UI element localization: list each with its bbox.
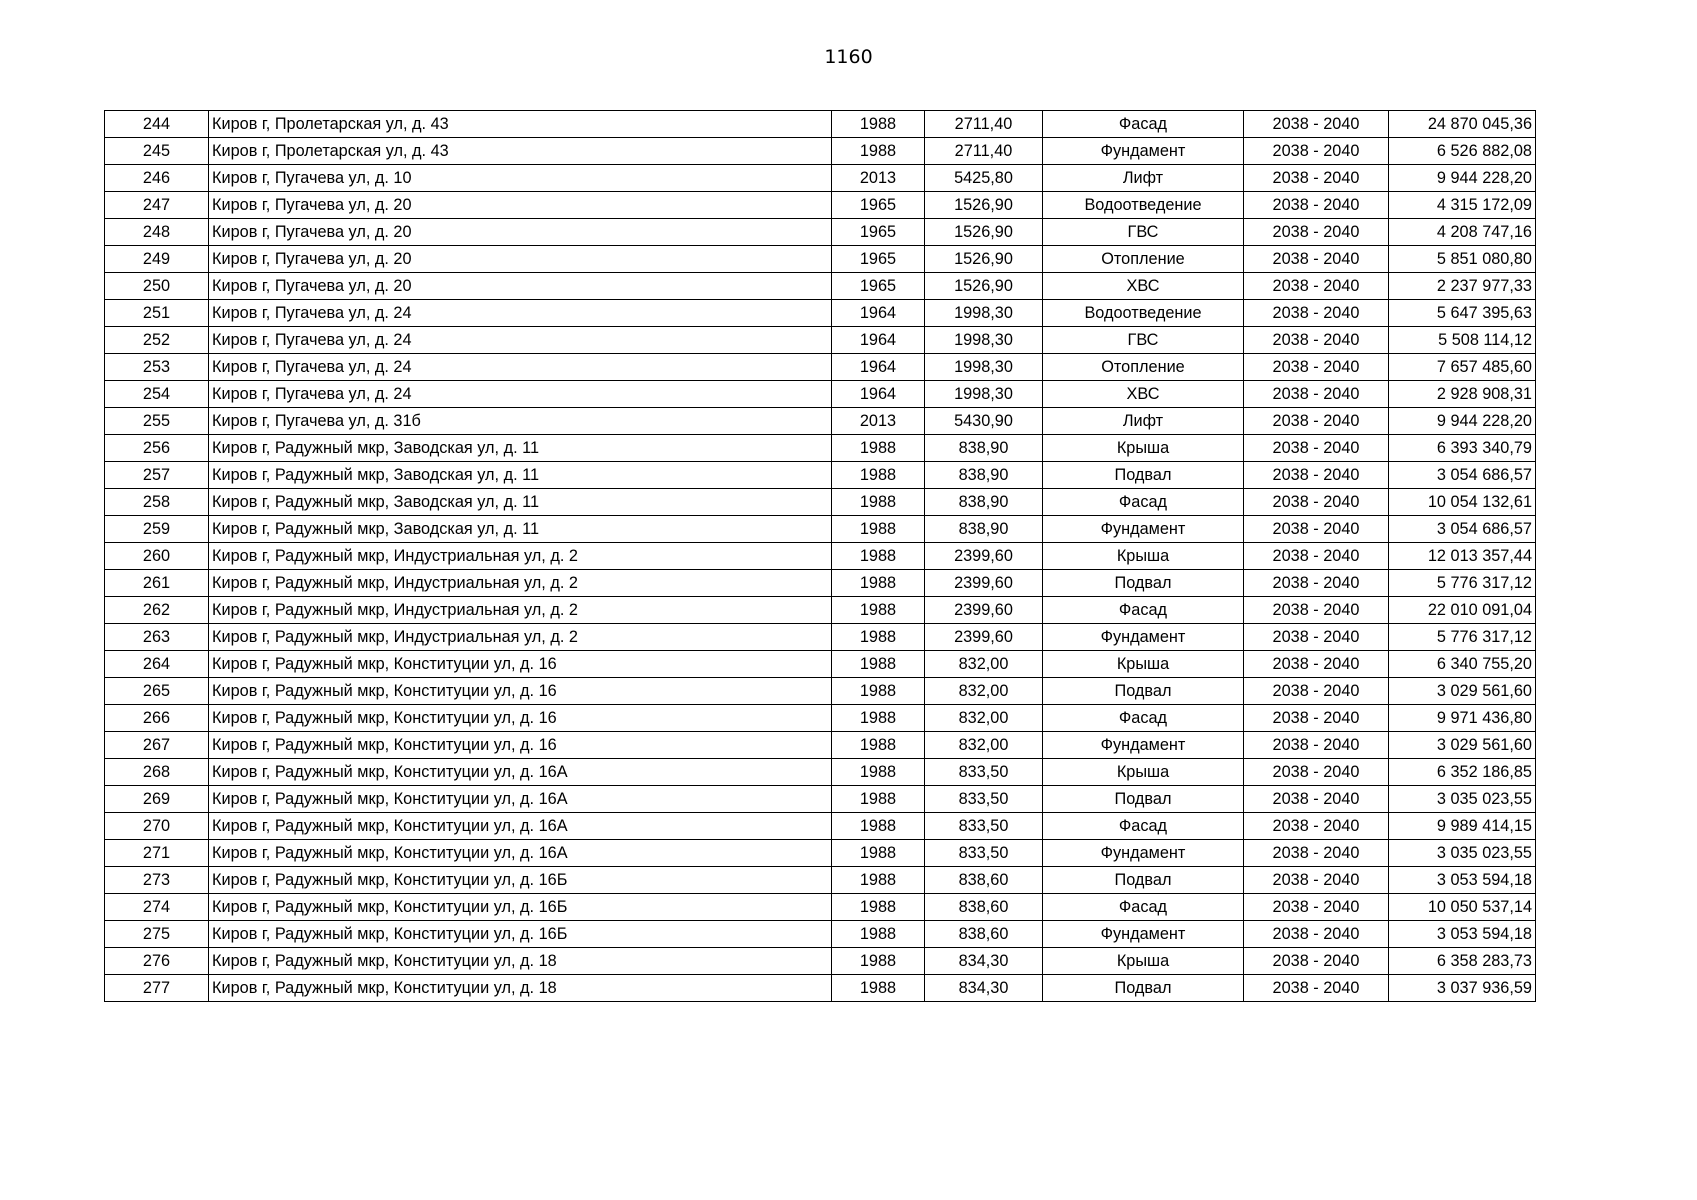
area-cell: 833,50 — [925, 786, 1043, 813]
work-type-cell: ГВС — [1043, 219, 1244, 246]
cost-cell: 9 944 228,20 — [1389, 408, 1536, 435]
area-cell: 832,00 — [925, 651, 1043, 678]
cost-cell: 4 315 172,09 — [1389, 192, 1536, 219]
area-cell: 832,00 — [925, 705, 1043, 732]
area-cell: 838,90 — [925, 435, 1043, 462]
address-cell: Киров г, Радужный мкр, Конституции ул, д. 16Б — [209, 894, 832, 921]
table-row — [105, 300, 1536, 327]
row-number-cell: 275 — [105, 921, 209, 948]
period-cell: 2038 - 2040 — [1244, 165, 1389, 192]
table-row — [105, 219, 1536, 246]
row-number-cell: 268 — [105, 759, 209, 786]
table-row — [105, 111, 1536, 138]
year-cell: 1965 — [832, 192, 925, 219]
area-cell: 5425,80 — [925, 165, 1043, 192]
address-cell: Киров г, Пугачева ул, д. 24 — [209, 327, 832, 354]
table-row — [105, 975, 1536, 1002]
work-type-cell: Подвал — [1043, 786, 1244, 813]
table-row — [105, 327, 1536, 354]
address-cell: Киров г, Пугачева ул, д. 20 — [209, 219, 832, 246]
address-cell: Киров г, Пугачева ул, д. 24 — [209, 300, 832, 327]
work-type-cell: Фасад — [1043, 489, 1244, 516]
row-number-cell: 253 — [105, 354, 209, 381]
table-row — [105, 759, 1536, 786]
area-cell: 2399,60 — [925, 624, 1043, 651]
period-cell: 2038 - 2040 — [1244, 219, 1389, 246]
cost-cell: 5 508 114,12 — [1389, 327, 1536, 354]
year-cell: 1988 — [832, 597, 925, 624]
table-row — [105, 435, 1536, 462]
area-cell: 838,90 — [925, 516, 1043, 543]
address-cell: Киров г, Пугачева ул, д. 20 — [209, 246, 832, 273]
year-cell: 1988 — [832, 921, 925, 948]
year-cell: 2013 — [832, 165, 925, 192]
row-number-cell: 249 — [105, 246, 209, 273]
table-row — [105, 867, 1536, 894]
area-cell: 2711,40 — [925, 138, 1043, 165]
work-type-cell: Фасад — [1043, 813, 1244, 840]
period-cell: 2038 - 2040 — [1244, 786, 1389, 813]
cost-cell: 7 657 485,60 — [1389, 354, 1536, 381]
address-cell: Киров г, Радужный мкр, Конституции ул, д. 16 — [209, 705, 832, 732]
row-number-cell: 276 — [105, 948, 209, 975]
table-row — [105, 246, 1536, 273]
table-row — [105, 570, 1536, 597]
work-type-cell: Фасад — [1043, 111, 1244, 138]
cost-cell: 3 053 594,18 — [1389, 921, 1536, 948]
table-row — [105, 354, 1536, 381]
year-cell: 1965 — [832, 219, 925, 246]
table-row — [105, 813, 1536, 840]
row-number-cell: 263 — [105, 624, 209, 651]
work-type-cell: Фундамент — [1043, 732, 1244, 759]
address-cell: Киров г, Радужный мкр, Конституции ул, д. 16 — [209, 651, 832, 678]
table-row — [105, 651, 1536, 678]
address-cell: Киров г, Радужный мкр, Конституции ул, д. 16Б — [209, 921, 832, 948]
period-cell: 2038 - 2040 — [1244, 732, 1389, 759]
work-type-cell: ХВС — [1043, 273, 1244, 300]
address-cell: Киров г, Радужный мкр, Конституции ул, д. 16А — [209, 786, 832, 813]
year-cell: 1988 — [832, 543, 925, 570]
row-number-cell: 267 — [105, 732, 209, 759]
table-row — [105, 921, 1536, 948]
table-row — [105, 273, 1536, 300]
work-type-cell: Крыша — [1043, 435, 1244, 462]
year-cell: 2013 — [832, 408, 925, 435]
period-cell: 2038 - 2040 — [1244, 759, 1389, 786]
area-cell: 1526,90 — [925, 273, 1043, 300]
area-cell: 833,50 — [925, 840, 1043, 867]
address-cell: Киров г, Радужный мкр, Заводская ул, д. 11 — [209, 435, 832, 462]
cost-cell: 6 358 283,73 — [1389, 948, 1536, 975]
address-cell: Киров г, Радужный мкр, Индустриальная ул, д. 2 — [209, 624, 832, 651]
cost-cell: 9 971 436,80 — [1389, 705, 1536, 732]
table-row — [105, 192, 1536, 219]
cost-cell: 3 035 023,55 — [1389, 840, 1536, 867]
table-row — [105, 543, 1536, 570]
row-number-cell: 277 — [105, 975, 209, 1002]
work-type-cell: Фасад — [1043, 894, 1244, 921]
cost-cell: 3 054 686,57 — [1389, 462, 1536, 489]
period-cell: 2038 - 2040 — [1244, 543, 1389, 570]
table-row — [105, 732, 1536, 759]
address-cell: Киров г, Радужный мкр, Конституции ул, д. 16 — [209, 678, 832, 705]
row-number-cell: 259 — [105, 516, 209, 543]
table-body — [105, 111, 1536, 1002]
year-cell: 1988 — [832, 489, 925, 516]
work-type-cell: Подвал — [1043, 570, 1244, 597]
year-cell: 1988 — [832, 732, 925, 759]
cost-cell: 5 776 317,12 — [1389, 624, 1536, 651]
period-cell: 2038 - 2040 — [1244, 435, 1389, 462]
period-cell: 2038 - 2040 — [1244, 246, 1389, 273]
address-cell: Киров г, Радужный мкр, Индустриальная ул, д. 2 — [209, 597, 832, 624]
period-cell: 2038 - 2040 — [1244, 408, 1389, 435]
area-cell: 838,90 — [925, 489, 1043, 516]
row-number-cell: 255 — [105, 408, 209, 435]
area-cell: 5430,90 — [925, 408, 1043, 435]
cost-cell: 5 776 317,12 — [1389, 570, 1536, 597]
table-row — [105, 516, 1536, 543]
work-type-cell: Водоотведение — [1043, 300, 1244, 327]
row-number-cell: 245 — [105, 138, 209, 165]
address-cell: Киров г, Пролетарская ул, д. 43 — [209, 138, 832, 165]
table-row — [105, 462, 1536, 489]
work-type-cell: Подвал — [1043, 462, 1244, 489]
period-cell: 2038 - 2040 — [1244, 381, 1389, 408]
period-cell: 2038 - 2040 — [1244, 597, 1389, 624]
year-cell: 1988 — [832, 462, 925, 489]
table-row — [105, 165, 1536, 192]
period-cell: 2038 - 2040 — [1244, 840, 1389, 867]
cost-cell: 24 870 045,36 — [1389, 111, 1536, 138]
work-type-cell: Фундамент — [1043, 624, 1244, 651]
area-cell: 832,00 — [925, 678, 1043, 705]
address-cell: Киров г, Пугачева ул, д. 20 — [209, 273, 832, 300]
work-type-cell: Крыша — [1043, 543, 1244, 570]
cost-cell: 9 944 228,20 — [1389, 165, 1536, 192]
period-cell: 2038 - 2040 — [1244, 867, 1389, 894]
work-type-cell: Лифт — [1043, 165, 1244, 192]
area-cell: 833,50 — [925, 813, 1043, 840]
row-number-cell: 246 — [105, 165, 209, 192]
row-number-cell: 256 — [105, 435, 209, 462]
period-cell: 2038 - 2040 — [1244, 624, 1389, 651]
address-cell: Киров г, Пугачева ул, д. 31б — [209, 408, 832, 435]
row-number-cell: 269 — [105, 786, 209, 813]
address-cell: Киров г, Пугачева ул, д. 10 — [209, 165, 832, 192]
period-cell: 2038 - 2040 — [1244, 138, 1389, 165]
period-cell: 2038 - 2040 — [1244, 678, 1389, 705]
registry-table — [104, 110, 1536, 1002]
period-cell: 2038 - 2040 — [1244, 651, 1389, 678]
cost-cell: 6 526 882,08 — [1389, 138, 1536, 165]
cost-cell: 2 237 977,33 — [1389, 273, 1536, 300]
row-number-cell: 251 — [105, 300, 209, 327]
year-cell: 1988 — [832, 111, 925, 138]
work-type-cell: Крыша — [1043, 948, 1244, 975]
year-cell: 1988 — [832, 840, 925, 867]
work-type-cell: Фундамент — [1043, 921, 1244, 948]
area-cell: 2399,60 — [925, 570, 1043, 597]
year-cell: 1988 — [832, 570, 925, 597]
period-cell: 2038 - 2040 — [1244, 462, 1389, 489]
work-type-cell: Фундамент — [1043, 138, 1244, 165]
area-cell: 2711,40 — [925, 111, 1043, 138]
period-cell: 2038 - 2040 — [1244, 354, 1389, 381]
address-cell: Киров г, Радужный мкр, Заводская ул, д. 11 — [209, 462, 832, 489]
cost-cell: 6 393 340,79 — [1389, 435, 1536, 462]
period-cell: 2038 - 2040 — [1244, 705, 1389, 732]
work-type-cell: Фундамент — [1043, 840, 1244, 867]
work-type-cell: Отопление — [1043, 246, 1244, 273]
address-cell: Киров г, Радужный мкр, Конституции ул, д. 16А — [209, 759, 832, 786]
year-cell: 1988 — [832, 786, 925, 813]
area-cell: 834,30 — [925, 975, 1043, 1002]
work-type-cell: Подвал — [1043, 975, 1244, 1002]
row-number-cell: 264 — [105, 651, 209, 678]
area-cell: 838,60 — [925, 921, 1043, 948]
cost-cell: 10 050 537,14 — [1389, 894, 1536, 921]
period-cell: 2038 - 2040 — [1244, 192, 1389, 219]
area-cell: 1998,30 — [925, 300, 1043, 327]
year-cell: 1988 — [832, 651, 925, 678]
area-cell: 2399,60 — [925, 597, 1043, 624]
year-cell: 1964 — [832, 354, 925, 381]
area-cell: 1998,30 — [925, 381, 1043, 408]
area-cell: 834,30 — [925, 948, 1043, 975]
cost-cell: 22 010 091,04 — [1389, 597, 1536, 624]
address-cell: Киров г, Радужный мкр, Конституции ул, д. 18 — [209, 975, 832, 1002]
work-type-cell: Подвал — [1043, 678, 1244, 705]
year-cell: 1964 — [832, 300, 925, 327]
row-number-cell: 247 — [105, 192, 209, 219]
area-cell: 1526,90 — [925, 246, 1043, 273]
table-row — [105, 678, 1536, 705]
work-type-cell: Водоотведение — [1043, 192, 1244, 219]
cost-cell: 6 340 755,20 — [1389, 651, 1536, 678]
cost-cell: 4 208 747,16 — [1389, 219, 1536, 246]
row-number-cell: 258 — [105, 489, 209, 516]
year-cell: 1988 — [832, 948, 925, 975]
year-cell: 1988 — [832, 867, 925, 894]
row-number-cell: 252 — [105, 327, 209, 354]
address-cell: Киров г, Радужный мкр, Конституции ул, д. 18 — [209, 948, 832, 975]
cost-cell: 3 035 023,55 — [1389, 786, 1536, 813]
area-cell: 832,00 — [925, 732, 1043, 759]
address-cell: Киров г, Радужный мкр, Индустриальная ул, д. 2 — [209, 570, 832, 597]
page-number: 1160 — [824, 46, 873, 68]
year-cell: 1964 — [832, 327, 925, 354]
row-number-cell: 274 — [105, 894, 209, 921]
work-type-cell: Фасад — [1043, 597, 1244, 624]
table-row — [105, 948, 1536, 975]
row-number-cell: 271 — [105, 840, 209, 867]
year-cell: 1988 — [832, 138, 925, 165]
period-cell: 2038 - 2040 — [1244, 813, 1389, 840]
area-cell: 1998,30 — [925, 327, 1043, 354]
area-cell: 1526,90 — [925, 192, 1043, 219]
period-cell: 2038 - 2040 — [1244, 570, 1389, 597]
row-number-cell: 250 — [105, 273, 209, 300]
cost-cell: 3 029 561,60 — [1389, 732, 1536, 759]
row-number-cell: 254 — [105, 381, 209, 408]
table-row — [105, 408, 1536, 435]
cost-cell: 3 053 594,18 — [1389, 867, 1536, 894]
period-cell: 2038 - 2040 — [1244, 975, 1389, 1002]
cost-cell: 9 989 414,15 — [1389, 813, 1536, 840]
row-number-cell: 261 — [105, 570, 209, 597]
table-row — [105, 705, 1536, 732]
address-cell: Киров г, Радужный мкр, Заводская ул, д. 11 — [209, 489, 832, 516]
area-cell: 1526,90 — [925, 219, 1043, 246]
cost-cell: 5 851 080,80 — [1389, 246, 1536, 273]
table-row — [105, 138, 1536, 165]
year-cell: 1988 — [832, 759, 925, 786]
address-cell: Киров г, Пугачева ул, д. 24 — [209, 354, 832, 381]
area-cell: 833,50 — [925, 759, 1043, 786]
cost-cell: 3 029 561,60 — [1389, 678, 1536, 705]
period-cell: 2038 - 2040 — [1244, 948, 1389, 975]
year-cell: 1988 — [832, 516, 925, 543]
cost-cell: 10 054 132,61 — [1389, 489, 1536, 516]
area-cell: 838,60 — [925, 894, 1043, 921]
row-number-cell: 265 — [105, 678, 209, 705]
cost-cell: 12 013 357,44 — [1389, 543, 1536, 570]
address-cell: Киров г, Радужный мкр, Конституции ул, д. 16 — [209, 732, 832, 759]
row-number-cell: 266 — [105, 705, 209, 732]
work-type-cell: Подвал — [1043, 867, 1244, 894]
row-number-cell: 244 — [105, 111, 209, 138]
period-cell: 2038 - 2040 — [1244, 300, 1389, 327]
cost-cell: 3 054 686,57 — [1389, 516, 1536, 543]
table-row — [105, 840, 1536, 867]
row-number-cell: 262 — [105, 597, 209, 624]
work-type-cell: Фасад — [1043, 705, 1244, 732]
period-cell: 2038 - 2040 — [1244, 921, 1389, 948]
address-cell: Киров г, Пугачева ул, д. 24 — [209, 381, 832, 408]
work-type-cell: Отопление — [1043, 354, 1244, 381]
period-cell: 2038 - 2040 — [1244, 894, 1389, 921]
year-cell: 1965 — [832, 246, 925, 273]
year-cell: 1988 — [832, 975, 925, 1002]
year-cell: 1988 — [832, 894, 925, 921]
row-number-cell: 257 — [105, 462, 209, 489]
year-cell: 1964 — [832, 381, 925, 408]
work-type-cell: ХВС — [1043, 381, 1244, 408]
year-cell: 1988 — [832, 705, 925, 732]
row-number-cell: 248 — [105, 219, 209, 246]
cost-cell: 6 352 186,85 — [1389, 759, 1536, 786]
address-cell: Киров г, Радужный мкр, Индустриальная ул, д. 2 — [209, 543, 832, 570]
cost-cell: 5 647 395,63 — [1389, 300, 1536, 327]
period-cell: 2038 - 2040 — [1244, 516, 1389, 543]
area-cell: 2399,60 — [925, 543, 1043, 570]
year-cell: 1965 — [832, 273, 925, 300]
table-row — [105, 597, 1536, 624]
table-row — [105, 489, 1536, 516]
address-cell: Киров г, Радужный мкр, Конституции ул, д. 16Б — [209, 867, 832, 894]
cost-cell: 2 928 908,31 — [1389, 381, 1536, 408]
address-cell: Киров г, Пролетарская ул, д. 43 — [209, 111, 832, 138]
area-cell: 838,90 — [925, 462, 1043, 489]
address-cell: Киров г, Радужный мкр, Заводская ул, д. 11 — [209, 516, 832, 543]
year-cell: 1988 — [832, 813, 925, 840]
table-row — [105, 786, 1536, 813]
row-number-cell: 260 — [105, 543, 209, 570]
address-cell: Киров г, Радужный мкр, Конституции ул, д. 16А — [209, 840, 832, 867]
area-cell: 838,60 — [925, 867, 1043, 894]
year-cell: 1988 — [832, 435, 925, 462]
table-row — [105, 894, 1536, 921]
work-type-cell: ГВС — [1043, 327, 1244, 354]
address-cell: Киров г, Пугачева ул, д. 20 — [209, 192, 832, 219]
address-cell: Киров г, Радужный мкр, Конституции ул, д. 16А — [209, 813, 832, 840]
period-cell: 2038 - 2040 — [1244, 273, 1389, 300]
year-cell: 1988 — [832, 678, 925, 705]
work-type-cell: Крыша — [1043, 651, 1244, 678]
period-cell: 2038 - 2040 — [1244, 327, 1389, 354]
work-type-cell: Лифт — [1043, 408, 1244, 435]
row-number-cell: 273 — [105, 867, 209, 894]
work-type-cell: Крыша — [1043, 759, 1244, 786]
cost-cell: 3 037 936,59 — [1389, 975, 1536, 1002]
year-cell: 1988 — [832, 624, 925, 651]
period-cell: 2038 - 2040 — [1244, 489, 1389, 516]
area-cell: 1998,30 — [925, 354, 1043, 381]
table-row — [105, 381, 1536, 408]
period-cell: 2038 - 2040 — [1244, 111, 1389, 138]
row-number-cell: 270 — [105, 813, 209, 840]
table-row — [105, 624, 1536, 651]
work-type-cell: Фундамент — [1043, 516, 1244, 543]
